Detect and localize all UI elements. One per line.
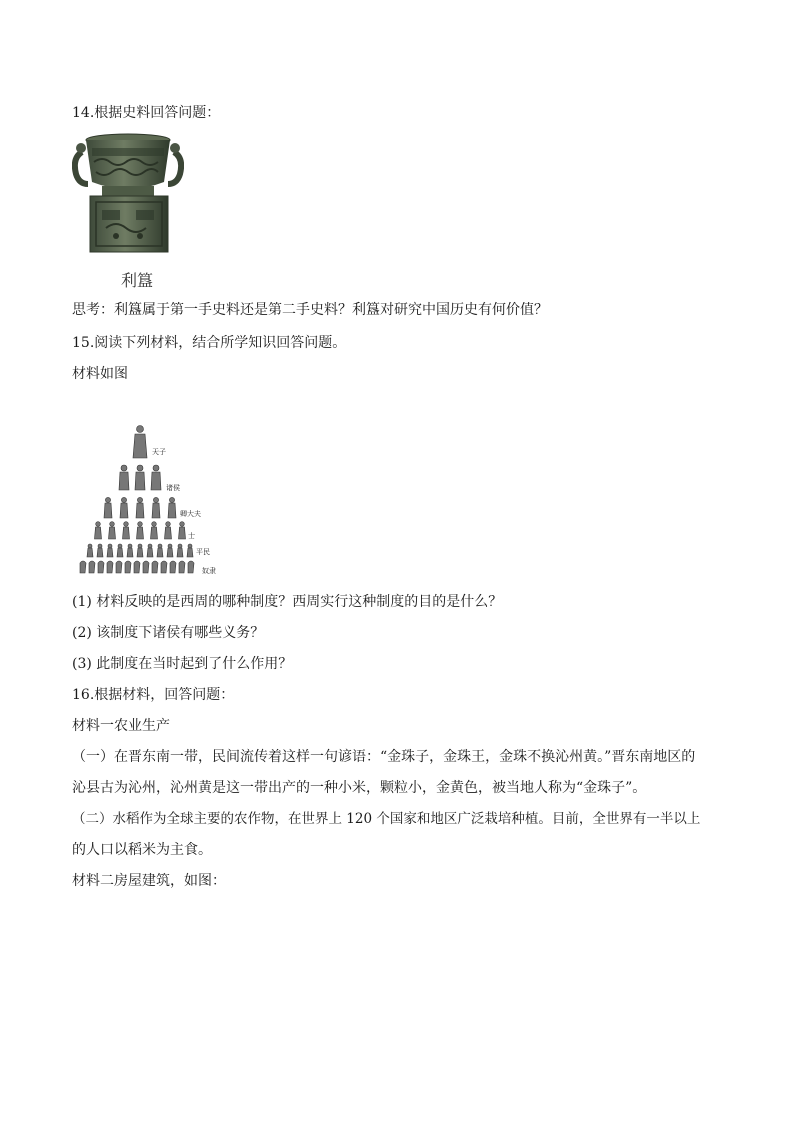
q16-title: 16.根据材料，回答问题：: [72, 687, 235, 703]
q14-title: 14.根据史料回答问题：: [72, 105, 221, 121]
q15-question-2: (2) 该制度下诸侯有哪些义务？: [72, 625, 265, 641]
q16-paragraph2-line1: （二）水稻作为全球主要的农作物，在世界上 120 个国家和地区广泛栽培种植。目前，全世界有一半以上: [72, 811, 701, 827]
pyramid-label-qingdafu: 卿大夫: [180, 510, 201, 518]
hierarchy-pyramid-image: [74, 420, 224, 582]
q15-title: 15.阅读下列材料，结合所学知识回答问题。: [72, 335, 347, 351]
figure-king: [133, 426, 147, 459]
pyramid-label-shi: 士: [188, 532, 195, 540]
pyramid-label-zhuhou: 诸侯: [166, 484, 180, 492]
q16-paragraph2-line2: 的人口以稻米为主食。: [72, 842, 212, 858]
pyramid-label-nuli: 奴隶: [202, 567, 216, 575]
pyramid-label-tianzi: 天子: [152, 448, 166, 456]
q15-question-1: (1) 材料反映的是西周的哪种制度？西周实行这种制度的目的是什么？: [72, 594, 503, 610]
q14-think-question: 思考：利簋属于第一手史料还是第二手史料？利簋对研究中国历史有何价值？: [72, 302, 548, 318]
q15-question-3: (3) 此制度在当时起到了什么作用？: [72, 656, 293, 672]
bronze-vessel-image: [72, 130, 184, 254]
q15-material-label: 材料如图: [72, 366, 128, 382]
q16-material1-title: 材料一农业生产: [72, 718, 170, 734]
pyramid-label-pingmin: 平民: [196, 548, 210, 556]
q16-paragraph1-line1: （一）在晋东南一带，民间流传着这样一句谚语：“金珠子，金珠王，金珠不换沁州黄。”晋东南地区的: [72, 749, 696, 765]
vessel-caption: 利簋: [121, 271, 154, 290]
q16-material2-title: 材料二房屋建筑，如图：: [72, 873, 226, 889]
q16-paragraph1-line2: 沁县古为沁州，沁州黄是这一带出产的一种小米，颗粒小，金黄色，被当地人称为“金珠子”。: [72, 780, 647, 796]
